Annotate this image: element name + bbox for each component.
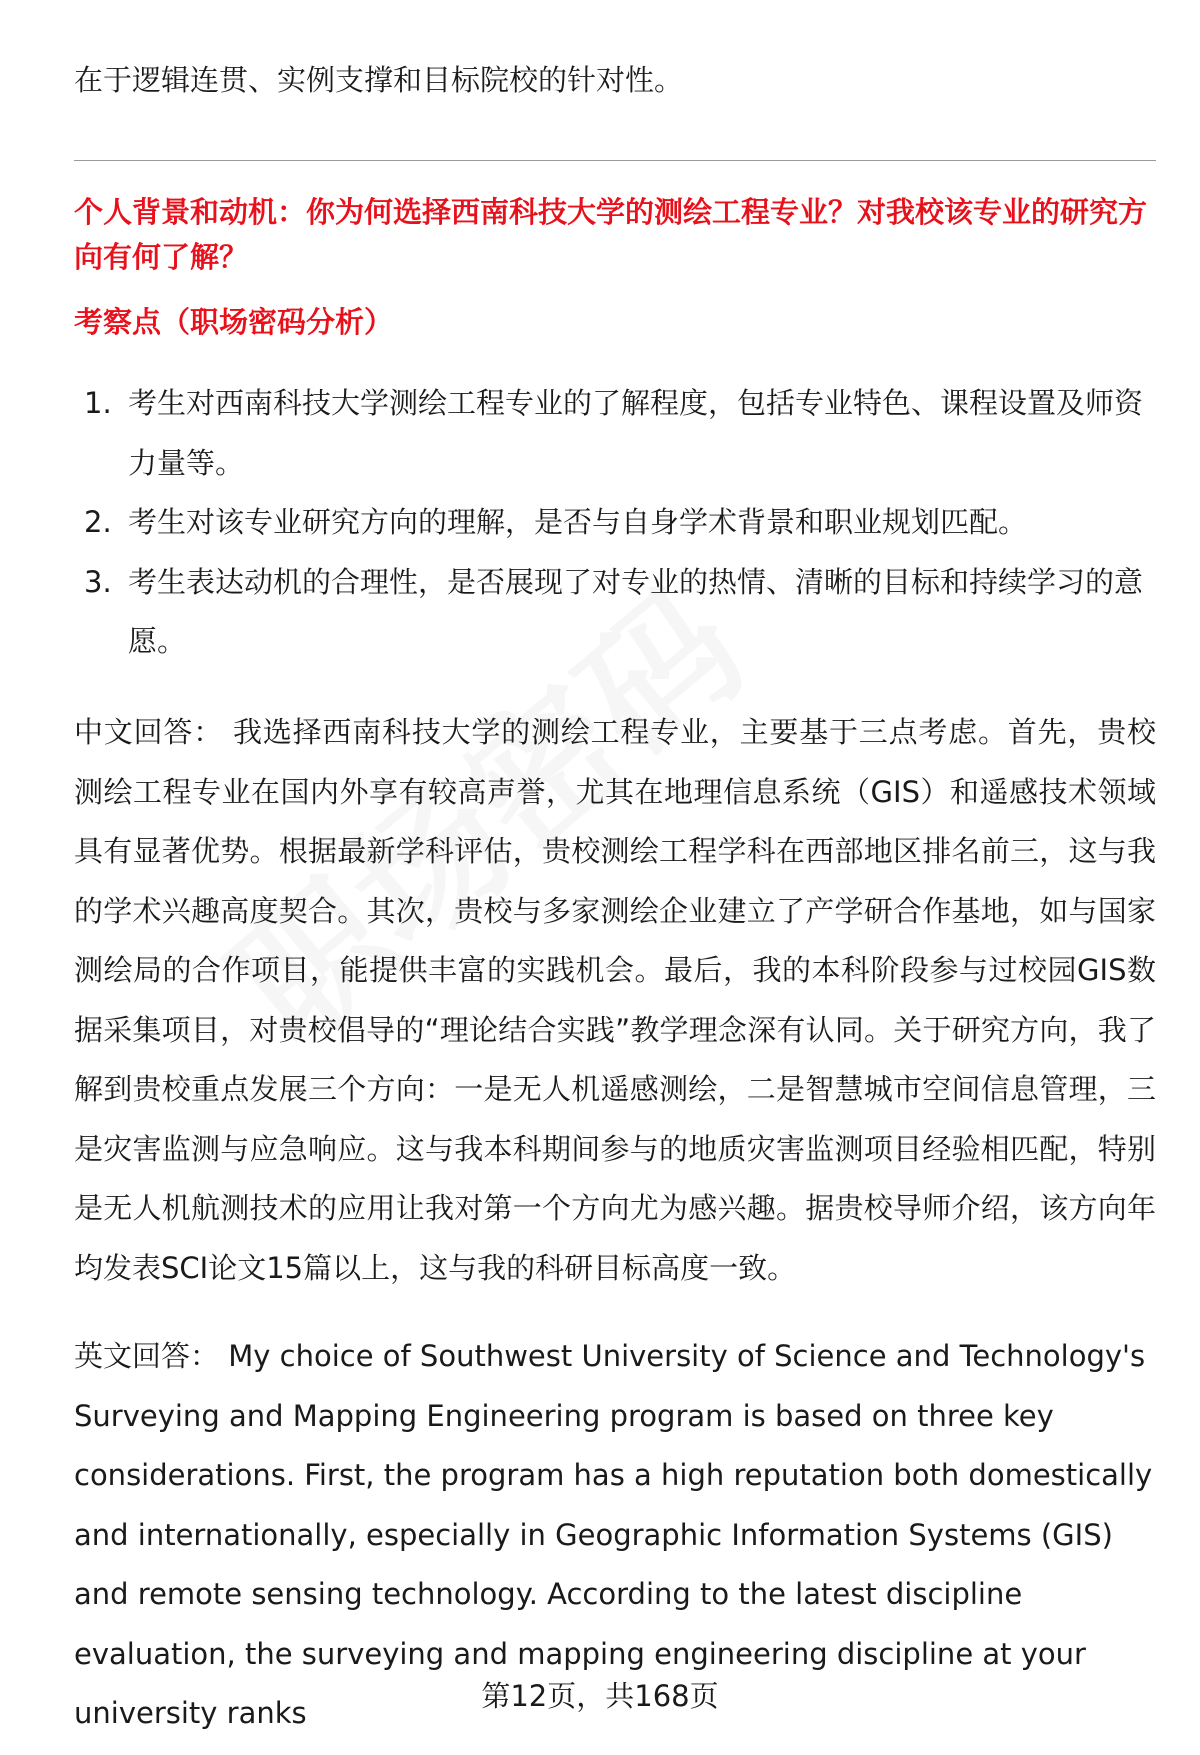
section-divider	[74, 160, 1156, 161]
list-item-text: 考生表达动机的合理性，是否展现了对专业的热情、清晰的目标和持续学习的意愿。	[128, 564, 1144, 658]
list-item-text: 考生对西南科技大学测绘工程专业的了解程度，包括专业特色、课程设置及师资力量等。	[128, 386, 1144, 480]
list-item-number: 2.	[84, 505, 112, 539]
chinese-answer-label: 中文回答：	[74, 715, 223, 749]
page-number-footer: 第12页，共168页	[481, 1679, 719, 1713]
assessment-points-list	[74, 374, 1156, 672]
list-item-number: 3.	[84, 564, 112, 599]
list-item-text: 考生对该专业研究方向的理解，是否与自身学术背景和职业规划匹配。	[128, 505, 1028, 539]
list-item	[74, 374, 1156, 493]
chinese-answer-text: 我选择西南科技大学的测绘工程专业，主要基于三点考虑。首先，贵校测绘工程专业在国内外享有较高声誉，尤其在地理信息系统（GIS）和遥感技术领域具有显著优势。根据最新学科评估，贵校测绘工程学科在西部地区排名前三，这与我的学术兴趣高度契合。其次，贵校与多家测绘企业建立了产学研合作基地，如与国家测绘局的合作项目，能提供丰富的实践机会。最后，我的本科阶段参与过校园GIS数据采集项目，对贵校倡导的“理论结合实践”教学理念深有认同。关于研究方向，我了解到贵校重点发展三个方向：一是无人机遥感测绘，二是智慧城市空间信息管理，三是灾害监测与应急响应。这与我本科期间参与的地质灾害监测项目经验相匹配，特别是无人机航测技术的应用让我对第一个方向尤为感兴趣。据贵校导师介绍，该方向年均发表SCI论文15篇以上，这与我的科研目标高度一致。	[74, 715, 1156, 1285]
english-answer-text: My choice of Southwest University of Science and Technology's Surveying and Mapping Engineering program is based on three key considerations. First, the program has a high reputation both domestically and internationally, especially in Geographic Information Systems (GIS) and remote sensing technology. According to the latest discipline evaluation, the surveying and mapping engineering discipline at your university ranks	[74, 1339, 1153, 1730]
intro-tail-text: 在于逻辑连贯、实例支撑和目标院校的针对性。	[74, 63, 684, 97]
list-item-number: 1.	[84, 386, 112, 420]
assessment-subheading: 考察点（职场密码分析）	[74, 305, 394, 339]
list-item	[74, 553, 1156, 672]
list-item	[74, 493, 1156, 553]
chinese-answer-paragraph	[74, 703, 1156, 1298]
question-heading: 个人背景和动机：你为何选择西南科技大学的测绘工程专业？对我校该专业的研究方向有何了解？	[74, 195, 1148, 274]
english-answer-label: 英文回答：	[74, 1339, 220, 1373]
